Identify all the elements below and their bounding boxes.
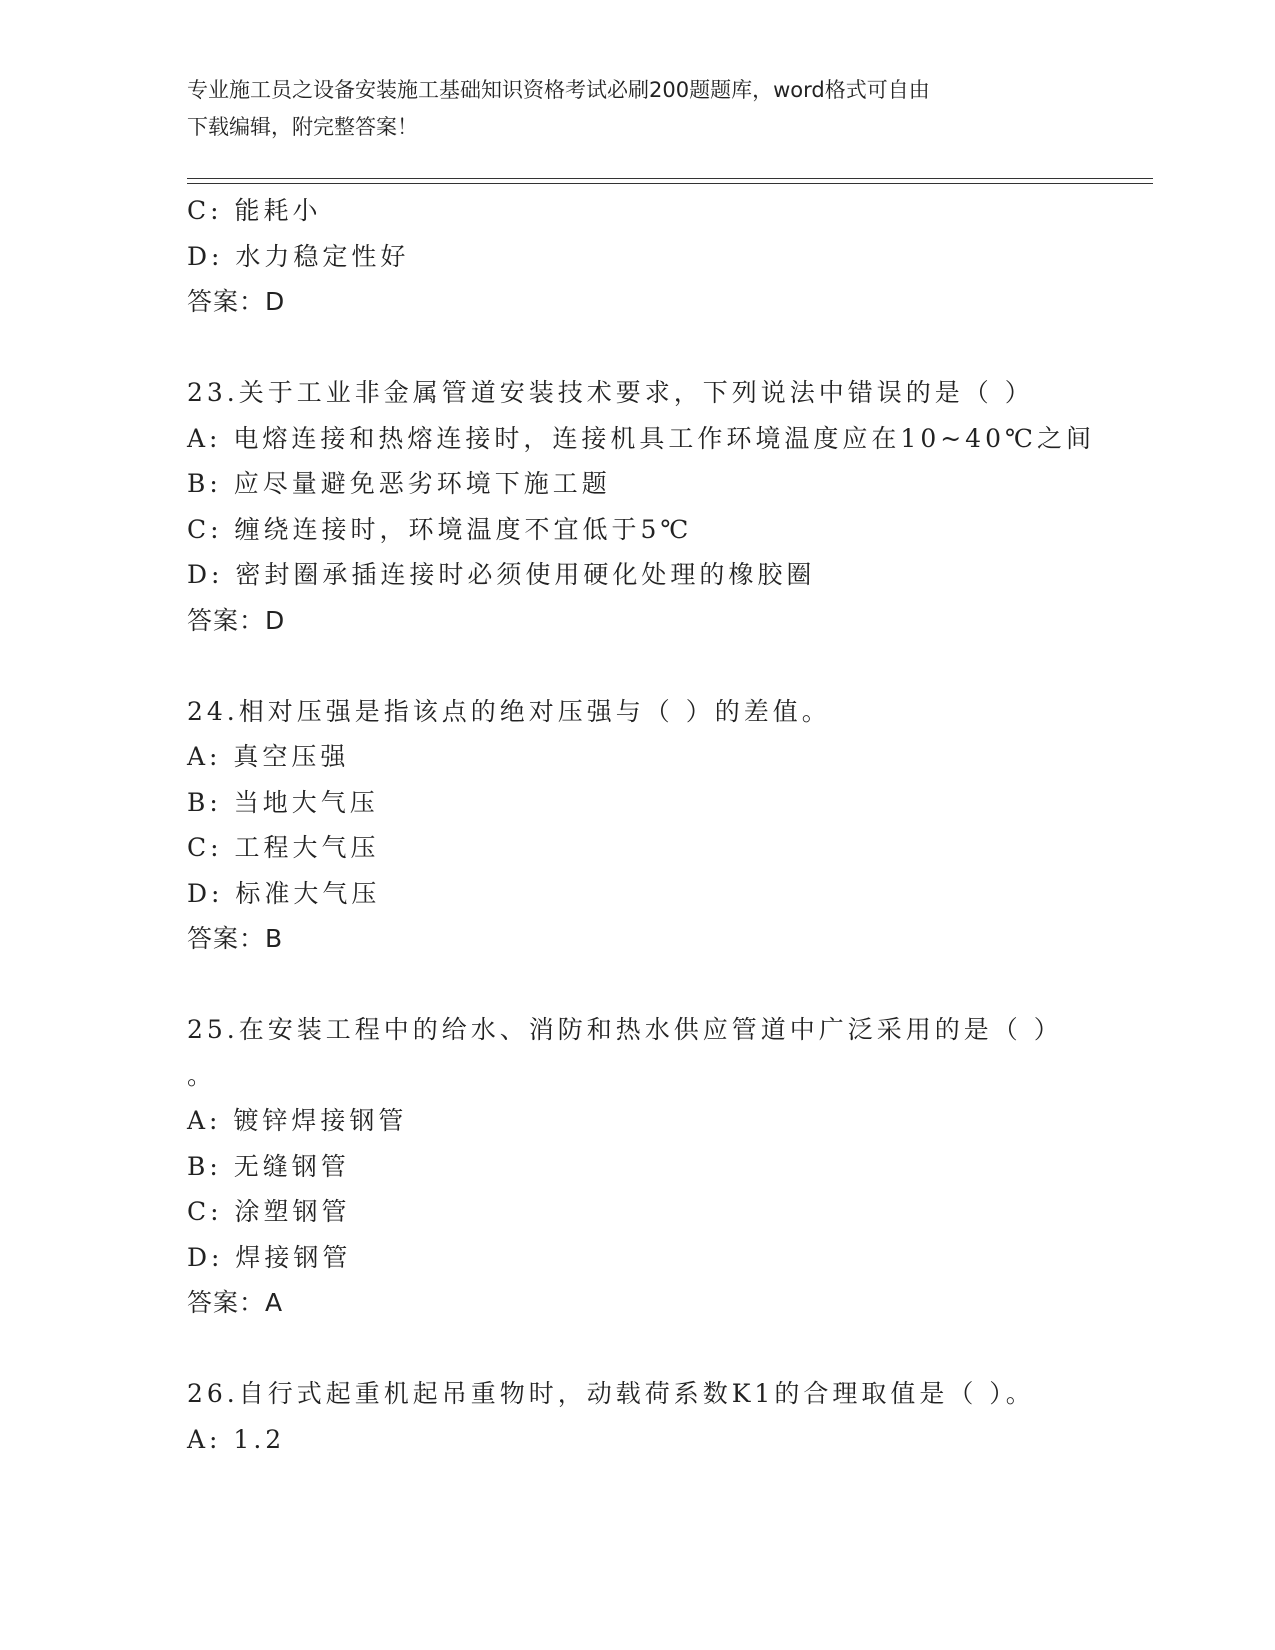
option-b: B: 无缝钢管 [187, 1151, 350, 1181]
question-list [187, 188, 1153, 1462]
header-title-line-1: 专业施工员之设备安装施工基础知识资格考试必刷200题题库，word格式可自由 [187, 78, 930, 102]
question-text: 26.自行式起重机起吊重物时，动载荷系数K1的合理取值是（ ）。 [187, 1379, 1035, 1408]
option-b: B: 应尽量避免恶劣环境下施工题 [187, 469, 611, 498]
option-c: C: 工程大气压 [187, 833, 380, 862]
option-a: A: 真空压强 [187, 742, 350, 771]
question-text: 23.关于工业非金属管道安装技术要求，下列说法中错误的是（ ） [187, 378, 1034, 407]
answer-line: 答案：B [187, 924, 284, 953]
option-a: A: 电熔连接和热熔连接时，连接机具工作环境温度应在10~40℃之间 [187, 423, 1095, 453]
question-22-tail [187, 188, 1153, 325]
option-a: A: 1.2 [187, 1424, 286, 1454]
option-d: D: 密封圈承插连接时必须使用硬化处理的橡胶圈 [187, 560, 816, 589]
header-title-line-2: 下载编辑，附完整答案！ [187, 115, 418, 139]
question-spacer [187, 962, 1153, 1008]
answer-line: 答案：A [187, 1288, 284, 1317]
option-d: D: 水力稳定性好 [187, 241, 410, 271]
answer-line: 答案：D [187, 287, 286, 316]
answer-line: 答案：D [187, 605, 286, 635]
option-c: C: 缠绕连接时，环境温度不宜低于5℃ [187, 514, 693, 544]
option-d: D: 标准大气压 [187, 878, 381, 908]
question-text-continuation: 。 [187, 1060, 217, 1090]
option-c: C: 能耗小 [187, 196, 322, 225]
question-spacer [187, 643, 1153, 689]
question-23 [187, 370, 1153, 643]
option-d: D: 焊接钢管 [187, 1242, 352, 1272]
header-divider-top [187, 178, 1153, 179]
option-b: B: 当地大气压 [187, 787, 379, 817]
document-header [187, 72, 1067, 146]
option-c: C: 涂塑钢管 [187, 1197, 351, 1226]
question-text: 25.在安装工程中的给水、消防和热水供应管道中广泛采用的是（ ） [187, 1015, 1063, 1044]
question-24 [187, 689, 1153, 962]
question-spacer [187, 325, 1153, 371]
question-text: 24.相对压强是指该点的绝对压强与（ ）的差值。 [187, 696, 831, 726]
question-26 [187, 1371, 1153, 1462]
question-spacer [187, 1326, 1153, 1372]
question-25 [187, 1007, 1153, 1326]
header-divider-bottom [187, 183, 1153, 184]
option-a: A: 镀锌焊接钢管 [187, 1106, 408, 1135]
